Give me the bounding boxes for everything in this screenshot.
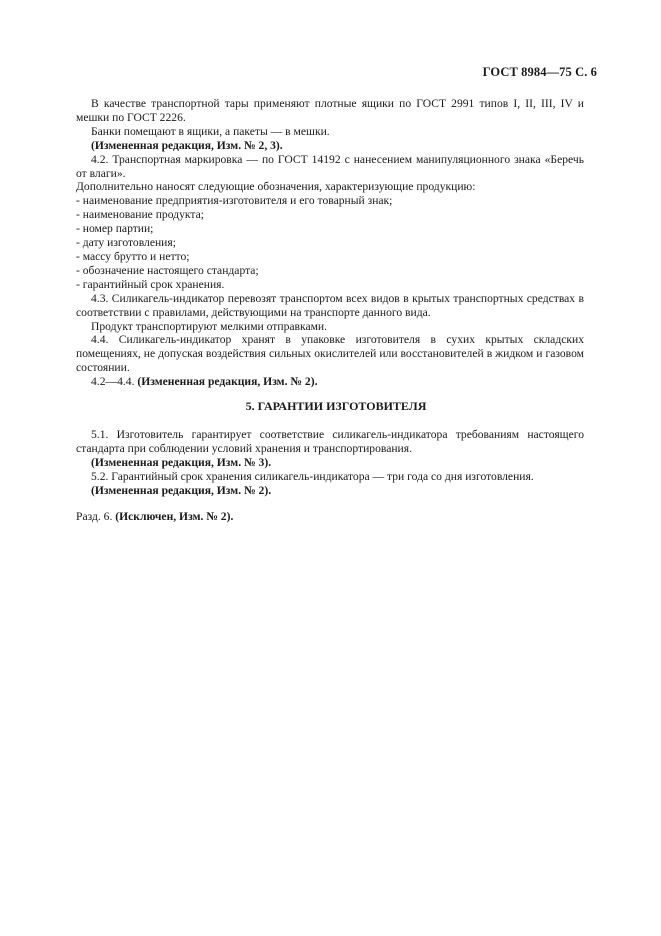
amendment-note-4-2-4-4 <box>76 375 584 389</box>
list-item: - дату изготовления; <box>76 236 176 250</box>
section-6-prefix: Разд. 6. <box>76 510 113 524</box>
amendment-note: (Измененная редакция, Изм. № 3). <box>91 455 272 469</box>
paragraph-4-2: 4.2. Транспортная маркировка — по ГОСТ 14192 с нанесением манипуляционного знака «Беречь от влаги». <box>76 152 584 180</box>
page-header-code: ГОСТ 8984—75 С. 6 <box>482 65 597 79</box>
list-item: - наименование продукта; <box>76 208 204 222</box>
amendment-bold: (Измененная редакция, Изм. № 2). <box>137 375 318 389</box>
paragraph-cans: Банки помещают в ящики, а пакеты — в мешки. <box>91 124 330 138</box>
paragraph-5-1: 5.1. Изготовитель гарантирует соответствие силикагель-индикатора требованиям настоящего стандарта при соблюдении условий хранения и транспортирования. <box>76 427 584 455</box>
amendment-note: (Измененная редакция, Изм. № 2). <box>91 483 272 497</box>
amendment-prefix: 4.2—4.4. <box>91 375 135 389</box>
list-item: - гарантийный срок хранения. <box>76 277 225 291</box>
paragraph-4-4: 4.4. Силикагель-индикатор хранят в упаковке изготовителя в сухих крытых складских помещениях, не допуская воздействия сильных окислителей или восстановителей в жидком и газовом состоянии. <box>76 333 584 375</box>
paragraph-4-3: 4.3. Силикагель-индикатор перевозят транспортом всех видов в крытых транспортных средствах в соответствии с правилами, действующими на транспорте данного вида. <box>76 291 584 319</box>
section-6-note <box>76 510 584 524</box>
paragraph-additional: Дополнительно наносят следующие обозначения, характеризующие продукцию: <box>76 180 476 194</box>
section-5-heading: 5. ГАРАНТИИ ИЗГОТОВИТЕЛЯ <box>245 399 427 414</box>
section-6-bold: (Исключен, Изм. № 2). <box>115 510 234 524</box>
list-item: - наименование предприятия-изготовителя и его товарный знак; <box>76 194 393 208</box>
list-item: - обозначение настоящего стандарта; <box>76 263 259 277</box>
paragraph-5-2: 5.2. Гарантийный срок хранения силикагель-индикатора — три года со дня изготовления. <box>91 469 534 483</box>
amendment-note: (Измененная редакция, Изм. № 2, 3). <box>91 138 283 152</box>
list-item: - массу брутто и нетто; <box>76 249 190 263</box>
document-body <box>76 97 584 524</box>
list-item: - номер партии; <box>76 222 154 236</box>
paragraph-shipments: Продукт транспортируют мелкими отправками. <box>91 319 328 333</box>
paragraph-packaging: В качестве транспортной тары применяют плотные ящики по ГОСТ 2991 типов I, II, III, IV и мешки по ГОСТ 2226. <box>76 97 584 124</box>
